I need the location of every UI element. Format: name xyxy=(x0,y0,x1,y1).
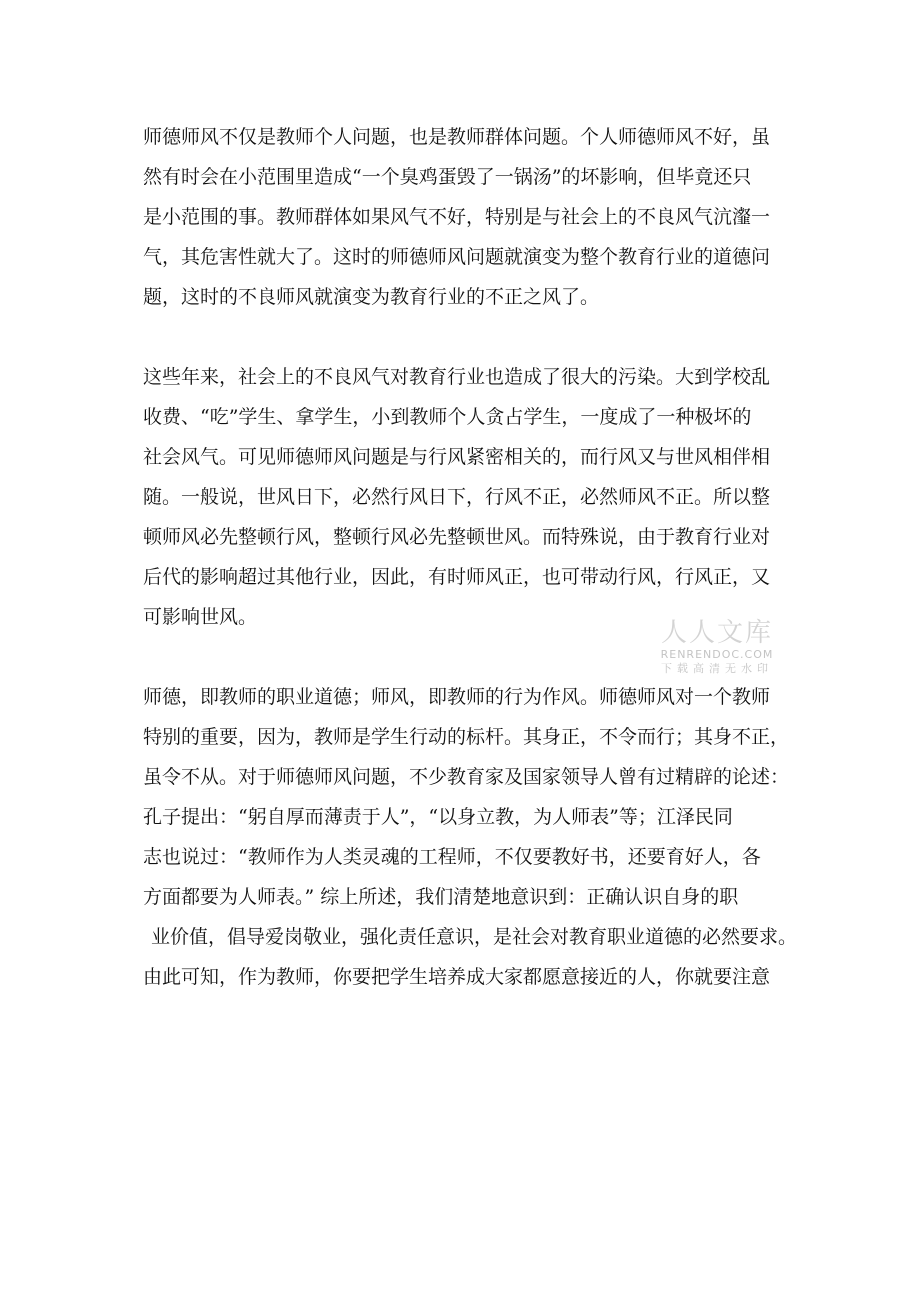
paragraph-1-line-1: 师德师风不仅是教师个人问题，也是教师群体问题。个人师德师风不好，虽 xyxy=(143,126,771,148)
paragraph-3-line-5: 志也说过：“教师作为人类灵魂的工程师，不仅要教好书，还要育好人，各 xyxy=(143,846,761,868)
paragraph-2-line-7: 可影响世风。 xyxy=(143,606,258,628)
paragraph-2-line-3: 社会风气。可见师德师风问题是与行风紧密相关的，而行风又与世风相伴相 xyxy=(143,446,771,468)
paragraph-1-line-5: 题，这时的不良师风就演变为教育行业的不正之风了。 xyxy=(143,286,600,308)
paragraph-2-line-6: 后代的影响超过其他行业，因此，有时师风正，也可带动行风，行风正，又 xyxy=(143,566,771,588)
paragraph-2-line-1: 这些年来，社会上的不良风气对教育行业也造成了很大的污染。大到学校乱 xyxy=(143,366,771,388)
paragraph-1-line-2: 然有时会在小范围里造成“一个臭鸡蛋毁了一锅汤”的坏影响，但毕竟还只 xyxy=(143,166,752,188)
paragraph-2-line-2: 收费、“吃”学生、拿学生，小到教师个人贪占学生，一度成了一种极坏的 xyxy=(143,406,752,428)
paragraph-2-line-4: 随。一般说，世风日下，必然行风日下，行风不正，必然师风不正。所以整 xyxy=(143,486,771,508)
paragraph-3-line-1: 师德，即教师的职业道德；师风，即教师的行为作风。师德师风对一个教师 xyxy=(143,686,771,708)
paragraph-1-line-3: 是小范围的事。教师群体如果风气不好，特别是与社会上的不良风气沆瀣一 xyxy=(143,206,771,228)
paragraph-3-line-3: 虽令不从。对于师德师风问题，不少教育家及国家领导人曾有过精辟的论述： xyxy=(143,766,790,788)
paragraph-3-line-2: 特别的重要，因为，教师是学生行动的标杆。其身正，不令而行；其身不正， xyxy=(143,726,790,748)
watermark-subtitle: 下载高清无水印 xyxy=(661,662,773,675)
paragraph-3-line-4: 孔子提出：“躬自厚而薄责于人”，“以身立教，为人师表”等；江泽民同 xyxy=(143,806,733,828)
paragraph-3-line-7: 业价值，倡导爱岗敬业，强化责任意识，是社会对教育职业道德的必然要求。 xyxy=(151,926,798,948)
watermark-domain: RENRENDOC.COM xyxy=(660,648,774,661)
paragraph-1-line-4: 气，其危害性就大了。这时的师德师风问题就演变为整个教育行业的道德问 xyxy=(143,246,771,268)
paragraph-3-line-6: 方面都要为人师表。” 综上所述，我们清楚地意识到：正确认识自身的职 xyxy=(143,886,739,908)
watermark-logo xyxy=(652,618,782,688)
watermark-title: 人人文库 xyxy=(660,618,773,648)
paragraph-3-line-8: 由此可知，作为教师，你要把学生培养成大家都愿意接近的人，你就要注意 xyxy=(143,966,771,988)
paragraph-2-line-5: 顿师风必先整顿行风，整顿行风必先整顿世风。而特殊说，由于教育行业对 xyxy=(143,526,771,548)
